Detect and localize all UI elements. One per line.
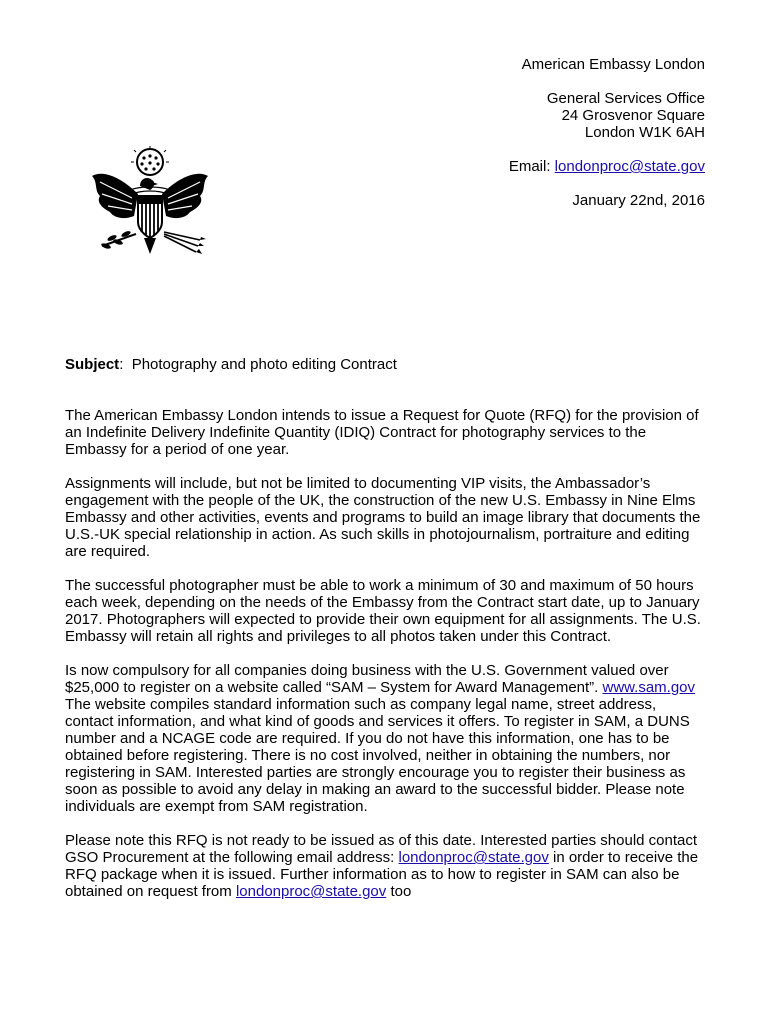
contact-text-a: Please note this RFQ is not ready to be issued as of this date. Interested parties should contact GSO Procurement at the following email address: xyxy=(65,832,698,866)
subject-line xyxy=(65,356,705,373)
sam-text-b: The website compiles standard information such as company legal name, street address, contact information, and what kind of goods and services it offers. To register in SAM, a DUNS number and a NCAGE code are required. If you do not have this information, one has to be obtained before registering. There is no cost involved, neither in obtaining the numbers, nor registering in SAM. Interested parties are strongly encourage you to register their business as soon as possible to avoid any delay in making an award to the successful bidder. Please note individuals are exempt from SAM registration. xyxy=(65,696,690,815)
office-name: General Services Office xyxy=(546,90,705,107)
subject-label: Subject xyxy=(65,356,120,373)
contact-text-b: in order to receive the RFQ package when it is issued. Further information as to how to register in SAM can also be obtained on request from xyxy=(65,849,699,900)
spacer xyxy=(509,73,705,90)
paragraph-assignments: Assignments will include, but not be limited to documenting VIP visits, the Ambassador’s engagement with the people of the UK, the construction of the new U.S. Embassy in Nine Elms Embassy and other activities, events and programs to build an image library that documents the U.S.-UK special relationship in action. As such skills in photojournalism, portraiture and editing are required. xyxy=(65,475,701,560)
sam-gov-link[interactable]: www.sam.gov xyxy=(602,679,696,696)
contact-email-link[interactable]: londonproc@state.gov xyxy=(398,849,549,866)
paragraph-hours: The successful photographer must be able to work a minimum of 30 and maximum of 50 hours each week, depending on the needs of the Embassy from the Contract start date, up to January 2017. Photographers will expected to provide their own equipment for all assignments. The U.S. Embassy will retain all rights and privileges to all photos taken under this Contract. xyxy=(65,577,701,645)
city-postcode: London W1K 6AH xyxy=(584,124,705,141)
spacer xyxy=(509,141,705,158)
contact-text-c: too xyxy=(386,883,412,900)
contact-email-link-2[interactable]: londonproc@state.gov xyxy=(235,883,387,900)
letter-body xyxy=(65,356,705,917)
subject-colon: : xyxy=(119,356,132,373)
paragraph-sam xyxy=(65,662,705,815)
embassy-name: American Embassy London xyxy=(521,56,705,73)
paragraph-contact xyxy=(65,832,705,900)
street-address: 24 Grosvenor Square xyxy=(561,107,705,124)
email-line xyxy=(509,158,705,175)
spacer xyxy=(509,175,705,192)
email-label: Email: xyxy=(508,158,555,175)
sam-text-a: Is now compulsory for all companies doing business with the U.S. Government valued over $25,000 to register on a website called “SAM – System for Award Management”. xyxy=(65,662,669,696)
subject-text: Photography and photo editing Contract xyxy=(131,356,397,373)
letter-date: January 22nd, 2016 xyxy=(572,192,705,209)
email-link[interactable]: londonproc@state.gov xyxy=(554,158,705,175)
eagle-seal-icon xyxy=(80,146,220,266)
paragraph-intro: The American Embassy London intends to issue a Request for Quote (RFQ) for the provision of an Indefinite Delivery Indefinite Quantity (IDIQ) Contract for photography services to the Embassy for a period of one year. xyxy=(65,407,699,458)
sender-address-block xyxy=(509,56,705,209)
